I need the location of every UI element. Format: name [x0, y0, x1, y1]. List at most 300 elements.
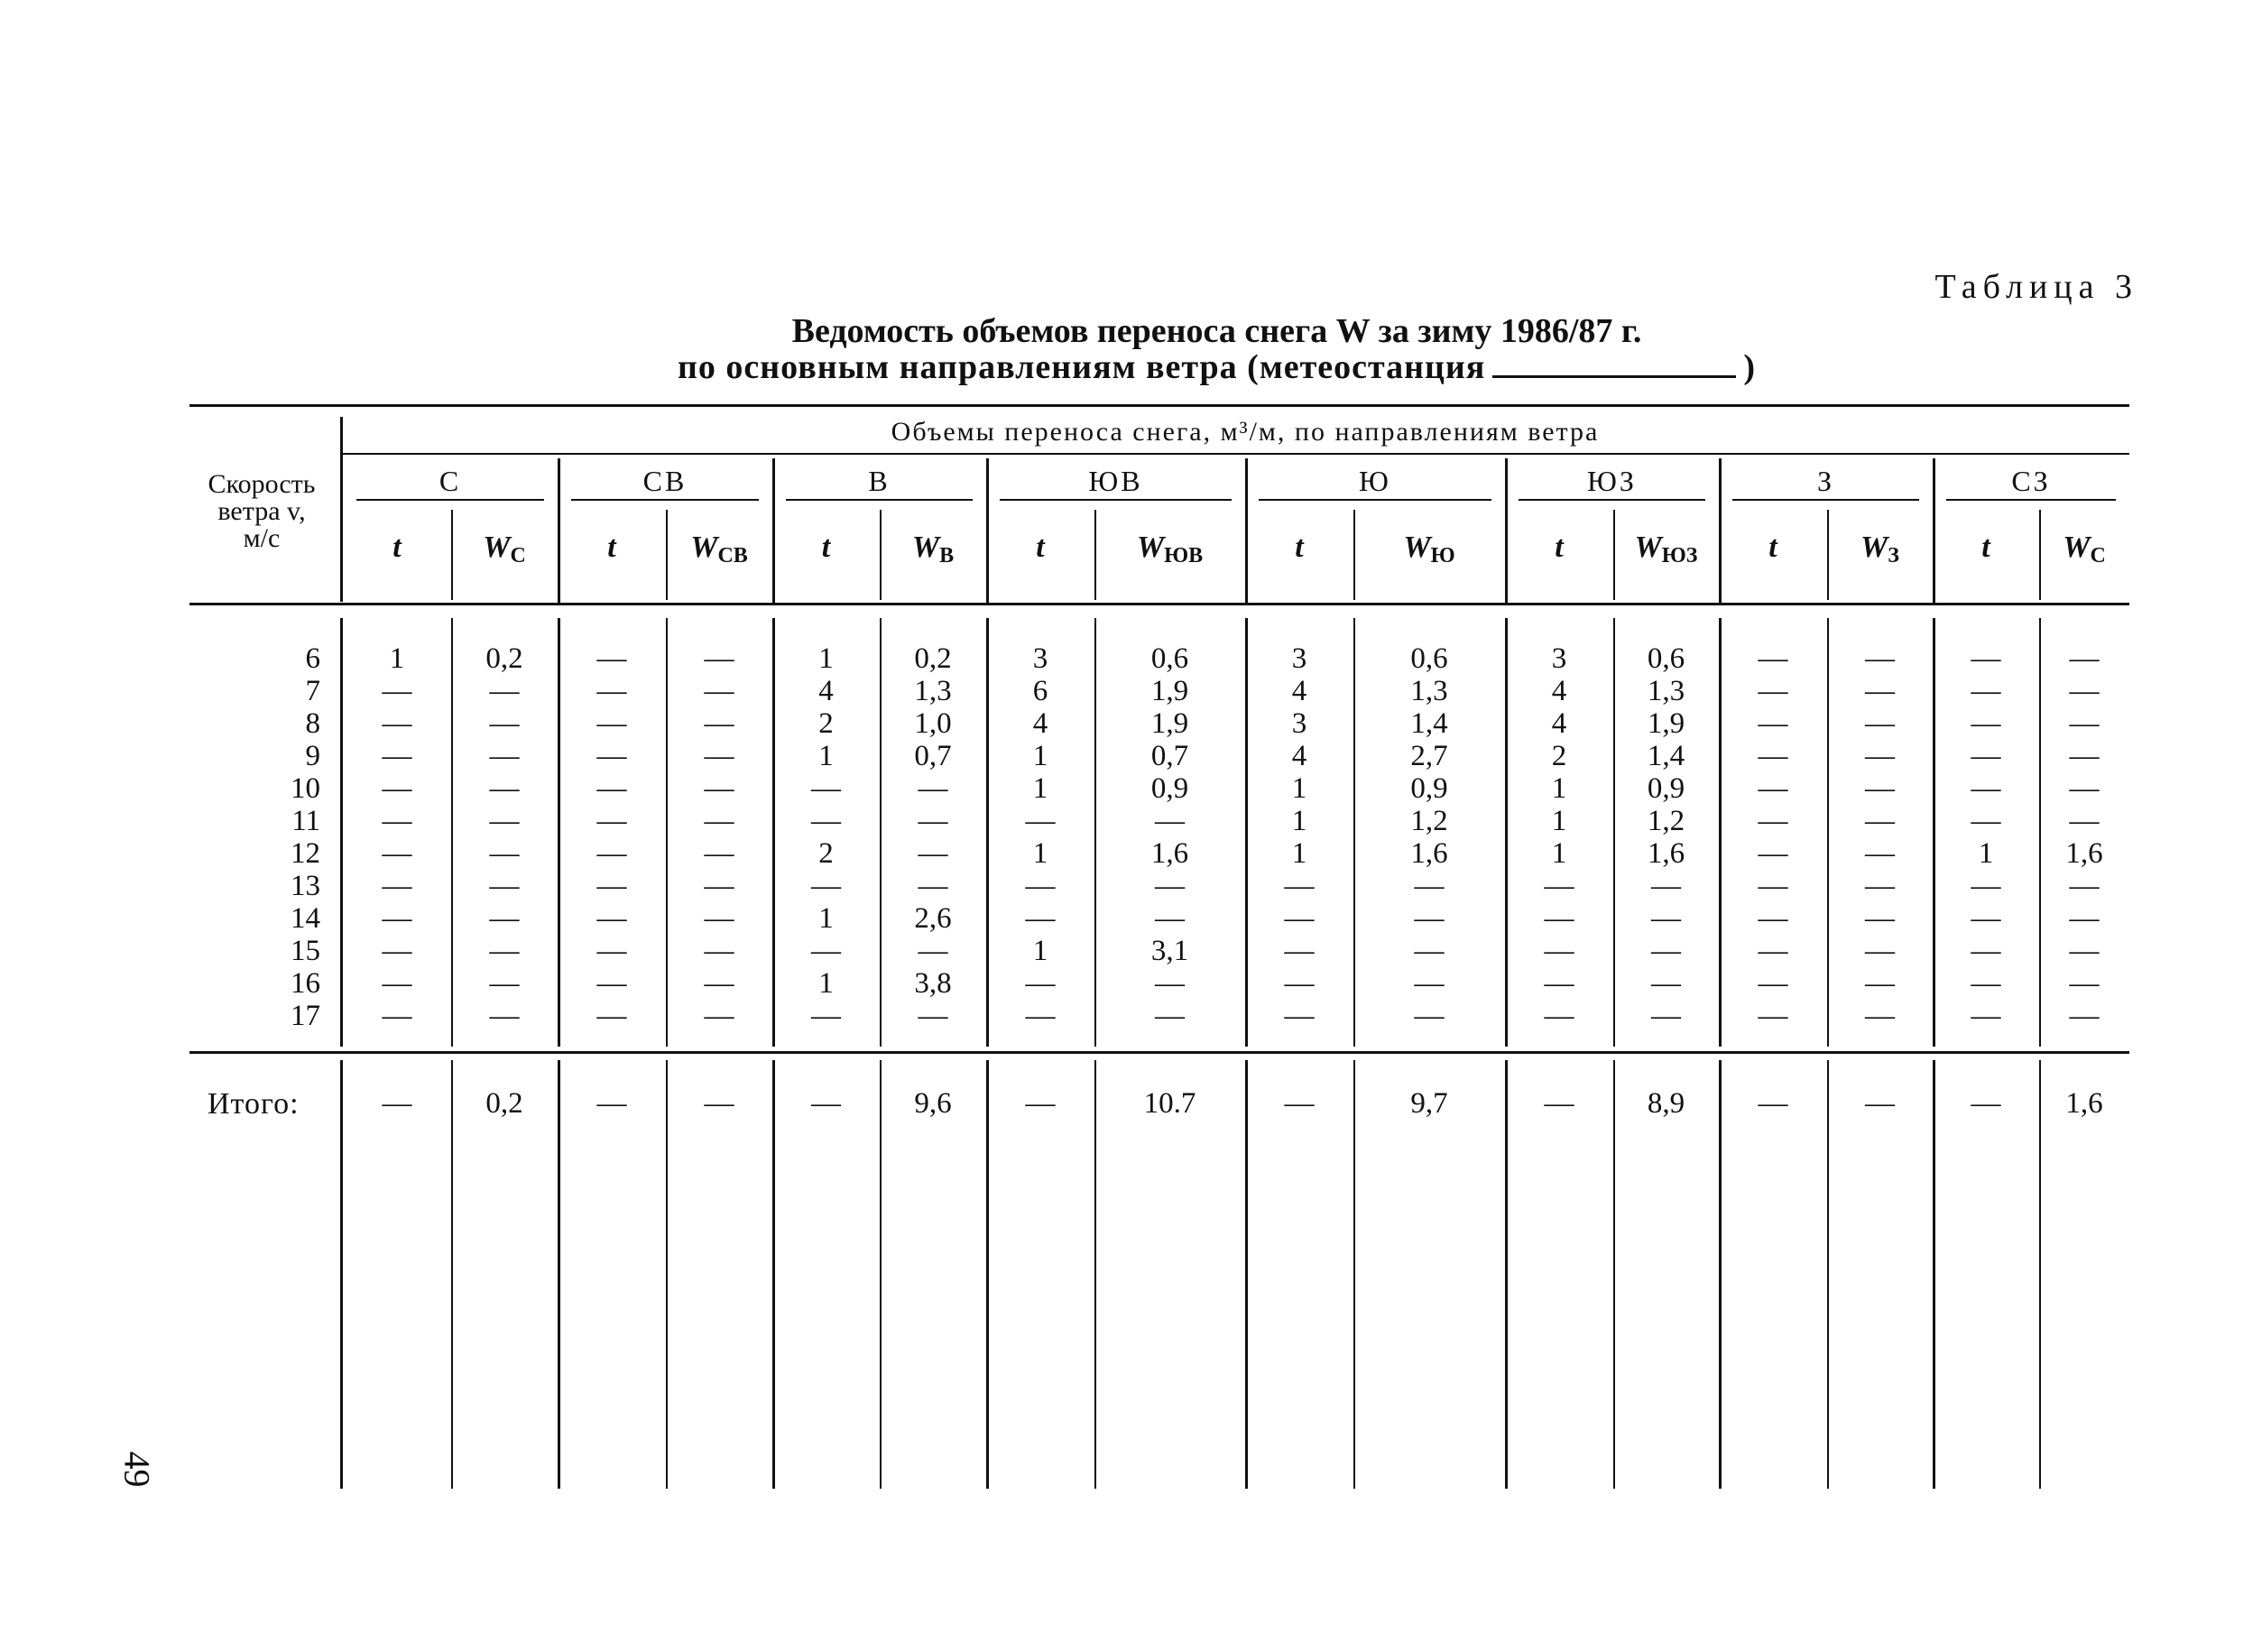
w-letter: W [1136, 531, 1165, 564]
vertical-rule [1827, 618, 1829, 1047]
w-subscript: ЮВ [1164, 544, 1204, 568]
total-cell: 1,6 [2065, 1087, 2103, 1120]
direction-header: З [1816, 465, 1835, 497]
table-cell: — [918, 935, 948, 967]
table-cell: — [489, 1000, 520, 1032]
table-cell: 1 [1551, 772, 1567, 805]
direction-header: ЮЗ [1587, 465, 1637, 497]
w-letter: W [483, 531, 511, 564]
vertical-rule [666, 510, 668, 600]
table-cell: — [1758, 772, 1788, 805]
table-cell: — [1284, 1000, 1315, 1032]
table-cell: — [1414, 870, 1445, 902]
total-cell: — [704, 1087, 734, 1120]
table-cell: 1,6 [1410, 837, 1448, 870]
total-cell: 8,9 [1647, 1087, 1685, 1120]
table-cell: — [1971, 967, 2001, 1000]
total-cell: — [596, 1087, 627, 1120]
table-cell: — [489, 805, 520, 837]
horizontal-rule [189, 404, 2129, 407]
table-cell: — [2069, 805, 2100, 837]
table-cell: 1 [818, 740, 834, 772]
table-cell: — [1865, 740, 1895, 772]
vertical-rule [1719, 618, 1722, 1047]
table-cell: — [1155, 870, 1185, 902]
speed-value: 11 [291, 805, 320, 837]
total-cell: — [811, 1087, 841, 1120]
speed-value: 10 [291, 772, 320, 805]
table-cell: 1,6 [1150, 837, 1189, 870]
table-cell: — [1971, 772, 2001, 805]
table-cell: — [704, 935, 734, 967]
table-cell: 0,2 [485, 642, 523, 675]
w-subscript: ЮЗ [1661, 544, 1698, 568]
table-cell: — [382, 740, 412, 772]
table-cell: — [1865, 935, 1895, 967]
table-cell: — [1284, 902, 1315, 935]
w-header [666, 531, 772, 568]
table-cell: 1 [1551, 837, 1567, 870]
table-label: Таблица 3 [1934, 268, 2138, 306]
t-header: t [392, 531, 402, 564]
table-cell: — [1284, 967, 1315, 1000]
table-cell: — [1865, 805, 1895, 837]
table-cell: 1,6 [2065, 837, 2103, 870]
vertical-rule [558, 458, 560, 603]
table-cell: — [918, 870, 948, 902]
title-line-2-prefix: по основным направлениям ветра (метеостанция [677, 348, 1486, 386]
table-cell: 4 [818, 675, 834, 707]
vertical-rule [558, 618, 560, 1047]
t-header: t [607, 531, 616, 564]
table-cell: — [704, 837, 734, 870]
table-cell: — [918, 772, 948, 805]
vertical-rule [1505, 1060, 1508, 1489]
table-cell: — [1544, 967, 1574, 1000]
table-cell: 1 [1032, 740, 1048, 772]
table-cell: 2,6 [914, 902, 952, 935]
table-cell: — [1971, 1000, 2001, 1032]
table-cell: 1,4 [1410, 707, 1448, 740]
table-cell: — [1758, 642, 1788, 675]
table-cell: — [2069, 967, 2100, 1000]
table-cell: 1,2 [1410, 805, 1448, 837]
table-cell: — [811, 772, 841, 805]
table-cell: 0,7 [914, 740, 952, 772]
table-cell: 1,0 [914, 707, 952, 740]
table-cell: 1 [1551, 805, 1567, 837]
table-cell: — [382, 805, 412, 837]
w-letter: W [1634, 531, 1662, 564]
table-cell: — [596, 675, 627, 707]
table-cell: — [1544, 935, 1574, 967]
vertical-rule [1613, 510, 1615, 600]
table-cell: — [1025, 967, 1056, 1000]
table-cell: 2,7 [1410, 740, 1448, 772]
table-cell: — [1758, 967, 1788, 1000]
table-cell: 0,6 [1647, 642, 1685, 675]
vertical-rule [1719, 1060, 1722, 1489]
t-header: t [1036, 531, 1045, 564]
t-header: t [821, 531, 831, 564]
vertical-rule [1245, 458, 1248, 603]
table-cell: — [704, 772, 734, 805]
table-cell: 3 [1291, 642, 1307, 675]
table-cell: 0,6 [1410, 642, 1448, 675]
table-cell: — [918, 837, 948, 870]
table-cell: — [1025, 1000, 1056, 1032]
speed-value: 9 [305, 740, 320, 772]
horizontal-rule [189, 603, 2129, 605]
table-cell: 1,9 [1150, 675, 1189, 707]
table-cell: 2 [1551, 740, 1567, 772]
table-cell: — [1758, 707, 1788, 740]
table-cell: — [489, 837, 520, 870]
table-cell: — [596, 870, 627, 902]
table-cell: — [2069, 675, 2100, 707]
table-cell: — [1414, 967, 1445, 1000]
table-cell: — [1758, 675, 1788, 707]
table-cell: — [489, 870, 520, 902]
table-cell: 1,9 [1150, 707, 1189, 740]
table-cell: — [382, 675, 412, 707]
vertical-rule [986, 458, 989, 603]
table-cell: — [1025, 902, 1056, 935]
table-cell: — [382, 870, 412, 902]
speed-value: 8 [305, 707, 320, 740]
table-cell: 1 [818, 642, 834, 675]
table-cell: — [382, 1000, 412, 1032]
t-header: t [1768, 531, 1777, 564]
table-cell: — [1971, 805, 2001, 837]
vertical-rule [880, 510, 882, 600]
vertical-rule [1719, 458, 1722, 603]
table-cell: — [1651, 935, 1681, 967]
table-cell: — [704, 1000, 734, 1032]
horizontal-rule [1732, 499, 1919, 501]
table-cell: — [596, 902, 627, 935]
vertical-rule [1613, 1060, 1615, 1489]
table-cell: — [596, 935, 627, 967]
vertical-rule [1933, 1060, 1935, 1489]
table-cell: — [1155, 967, 1185, 1000]
total-cell: 9,6 [914, 1087, 952, 1120]
table-cell: — [1758, 870, 1788, 902]
table-cell: — [704, 675, 734, 707]
vertical-rule [986, 1060, 989, 1489]
table-cell: — [1758, 1000, 1788, 1032]
table-cell: — [1971, 740, 2001, 772]
w-header [880, 531, 986, 568]
table-cell: — [1544, 902, 1574, 935]
speed-value: 13 [291, 870, 320, 902]
vertical-rule [772, 618, 775, 1047]
table-cell: — [1865, 642, 1895, 675]
table-cell: — [1414, 935, 1445, 967]
horizontal-rule [571, 499, 759, 501]
table-cell: — [382, 772, 412, 805]
vertical-rule [340, 417, 343, 602]
w-letter: W [2063, 531, 2091, 564]
vertical-rule [1353, 510, 1355, 600]
vertical-rule [986, 618, 989, 1047]
table-cell: — [382, 902, 412, 935]
w-subscript: З [1888, 544, 1899, 568]
vertical-rule [880, 618, 882, 1047]
table-cell: — [382, 967, 412, 1000]
horizontal-rule [786, 499, 973, 501]
vertical-rule [1245, 618, 1248, 1047]
total-cell: 10.7 [1143, 1087, 1196, 1120]
vertical-rule [1827, 510, 1829, 600]
vertical-rule [2039, 1060, 2041, 1489]
vertical-rule [451, 1060, 453, 1489]
table-cell: — [596, 740, 627, 772]
table-cell: — [596, 707, 627, 740]
w-subscript: С [510, 544, 526, 568]
direction-header: Ю [1359, 465, 1391, 497]
w-subscript: СВ [717, 544, 748, 568]
table-cell: — [1971, 870, 2001, 902]
horizontal-rule [356, 499, 544, 501]
w-header [1353, 531, 1505, 568]
table-cell: 3 [1291, 707, 1307, 740]
group-header: Объемы переноса снега, м³/м, по направлениям ветра [891, 417, 1600, 447]
table-cell: — [704, 902, 734, 935]
table-cell: — [596, 837, 627, 870]
table-cell: 0,6 [1150, 642, 1189, 675]
table-cell: — [489, 740, 520, 772]
table-cell: — [811, 1000, 841, 1032]
w-letter: W [1860, 531, 1888, 564]
page-number: 49 [116, 1451, 158, 1488]
table-cell: — [1865, 902, 1895, 935]
table-cell: 0,2 [914, 642, 952, 675]
vertical-rule [1353, 618, 1355, 1047]
table-cell: 4 [1032, 707, 1048, 740]
table-cell: — [1865, 870, 1895, 902]
table-cell: — [1758, 935, 1788, 967]
table-cell: — [704, 707, 734, 740]
horizontal-rule [1000, 499, 1232, 501]
table-cell: 4 [1551, 675, 1567, 707]
table-cell: 1,2 [1647, 805, 1685, 837]
direction-header: В [868, 465, 891, 497]
table-cell: — [1651, 870, 1681, 902]
table-cell: — [2069, 870, 2100, 902]
table-cell: — [596, 642, 627, 675]
table-cell: — [2069, 772, 2100, 805]
total-cell: — [1865, 1087, 1895, 1120]
total-cell: 9,7 [1410, 1087, 1448, 1120]
table-cell: — [2069, 935, 2100, 967]
table-cell: — [1414, 1000, 1445, 1032]
table-cell: 1 [1291, 805, 1307, 837]
table-cell: 1 [1291, 837, 1307, 870]
vertical-rule [666, 1060, 668, 1489]
table-cell: — [1651, 967, 1681, 1000]
table-cell: — [489, 772, 520, 805]
table-cell: — [1758, 740, 1788, 772]
vertical-rule [2039, 618, 2041, 1047]
table-cell: — [489, 707, 520, 740]
table-cell: — [2069, 902, 2100, 935]
horizontal-rule [343, 453, 2129, 455]
direction-header: ЮВ [1088, 465, 1143, 497]
table-cell: 1 [1291, 772, 1307, 805]
table-cell: — [596, 772, 627, 805]
table-cell: — [1651, 1000, 1681, 1032]
w-letter: W [911, 531, 940, 564]
vertical-rule [1505, 458, 1508, 603]
total-cell: — [382, 1087, 412, 1120]
table-cell: — [704, 642, 734, 675]
table-cell: — [382, 837, 412, 870]
vertical-rule [666, 618, 668, 1047]
table-cell: — [1758, 805, 1788, 837]
table-cell: — [704, 805, 734, 837]
w-header [2039, 531, 2129, 568]
table-cell: — [382, 707, 412, 740]
total-cell: — [1544, 1087, 1574, 1120]
table-cell: — [1971, 642, 2001, 675]
table-cell: 3,8 [914, 967, 952, 1000]
direction-header: СВ [642, 465, 688, 497]
table-cell: — [2069, 642, 2100, 675]
table-cell: 0,9 [1410, 772, 1448, 805]
vertical-rule [340, 618, 343, 1047]
vertical-rule [772, 1060, 775, 1489]
table-cell: — [1865, 1000, 1895, 1032]
table-cell: — [489, 935, 520, 967]
vertical-rule [1933, 458, 1935, 603]
table-cell: — [489, 967, 520, 1000]
table-cell: — [1025, 870, 1056, 902]
table-cell: 1,4 [1647, 740, 1685, 772]
table-cell: — [596, 1000, 627, 1032]
table-cell: 3 [1551, 642, 1567, 675]
horizontal-rule [1519, 499, 1705, 501]
vertical-rule [1613, 618, 1615, 1047]
speed-header-line-3: м/с [243, 523, 281, 553]
table-cell: 0,9 [1647, 772, 1685, 805]
w-header [1827, 531, 1933, 568]
vertical-rule [2039, 510, 2041, 600]
table-cell: — [1651, 902, 1681, 935]
table-cell: — [1758, 902, 1788, 935]
table-cell: — [918, 1000, 948, 1032]
table-cell: 1 [1032, 772, 1048, 805]
horizontal-rule [189, 1051, 2129, 1054]
vertical-rule [1505, 618, 1508, 1047]
table-cell: — [811, 805, 841, 837]
total-cell: — [1025, 1087, 1056, 1120]
title-line-2-suffix: ) [1743, 348, 1757, 386]
vertical-rule [1353, 1060, 1355, 1489]
totals-label: Итого: [208, 1087, 300, 1121]
station-blank [1492, 348, 1736, 378]
t-header: t [1981, 531, 1990, 564]
total-cell: — [1971, 1087, 2001, 1120]
table-cell: — [1155, 805, 1185, 837]
table-cell: — [1155, 1000, 1185, 1032]
table-cell: — [596, 967, 627, 1000]
table-cell: — [1284, 935, 1315, 967]
speed-value: 15 [291, 935, 320, 967]
w-letter: W [690, 531, 718, 564]
w-header [1613, 531, 1719, 568]
vertical-rule [880, 1060, 882, 1489]
table-cell: — [1865, 772, 1895, 805]
table-cell: 3 [1032, 642, 1048, 675]
horizontal-rule [1259, 499, 1491, 501]
table-cell: 1,3 [914, 675, 952, 707]
vertical-rule [1245, 1060, 1248, 1489]
table-cell: 1,3 [1410, 675, 1448, 707]
total-cell: 0,2 [485, 1087, 523, 1120]
w-subscript: В [939, 544, 955, 568]
table-cell: — [811, 935, 841, 967]
table-cell: — [918, 805, 948, 837]
vertical-rule [1094, 618, 1096, 1047]
table-cell: — [1544, 870, 1574, 902]
table-cell: 1,9 [1647, 707, 1685, 740]
table-cell: — [1544, 1000, 1574, 1032]
table-cell: — [1758, 837, 1788, 870]
speed-header-line-2: ветра v, [217, 496, 306, 526]
w-subscript: Ю [1430, 544, 1455, 568]
speed-value: 12 [291, 837, 320, 870]
title-line-1: Ведомость объемов переноса снега W за зиму 1986/87 г. [791, 312, 1642, 350]
table-cell: 0,9 [1150, 772, 1189, 805]
speed-header [185, 471, 338, 552]
vertical-rule [1827, 1060, 1829, 1489]
table-cell: 6 [1032, 675, 1048, 707]
vertical-rule [558, 1060, 560, 1489]
table-cell: 1 [1032, 837, 1048, 870]
total-cell: — [1758, 1087, 1788, 1120]
table-cell: — [1865, 837, 1895, 870]
t-header: t [1295, 531, 1304, 564]
vertical-rule [340, 1060, 343, 1489]
speed-value: 17 [291, 1000, 320, 1032]
table-cell: — [1414, 902, 1445, 935]
table-cell: 0,7 [1150, 740, 1189, 772]
table-cell: 4 [1291, 740, 1307, 772]
table-cell: — [704, 967, 734, 1000]
table-cell: — [1971, 902, 2001, 935]
table-cell: 2 [818, 837, 834, 870]
vertical-rule [451, 618, 453, 1047]
vertical-rule [1094, 510, 1096, 600]
w-header [451, 531, 558, 568]
table-cell: — [811, 870, 841, 902]
table-cell: 1 [1978, 837, 1994, 870]
table-cell: — [1025, 805, 1056, 837]
title-line-2 [0, 347, 2262, 387]
table-cell: — [2069, 740, 2100, 772]
direction-header: СЗ [2011, 465, 2051, 497]
table-cell: 1 [1032, 935, 1048, 967]
table-cell: — [1865, 707, 1895, 740]
table-cell: 1 [818, 967, 834, 1000]
table-cell: — [1971, 675, 2001, 707]
table-cell: — [1971, 935, 2001, 967]
table-cell: — [2069, 707, 2100, 740]
table-cell: 4 [1551, 707, 1567, 740]
w-header [1094, 531, 1245, 568]
table-cell: 2 [818, 707, 834, 740]
